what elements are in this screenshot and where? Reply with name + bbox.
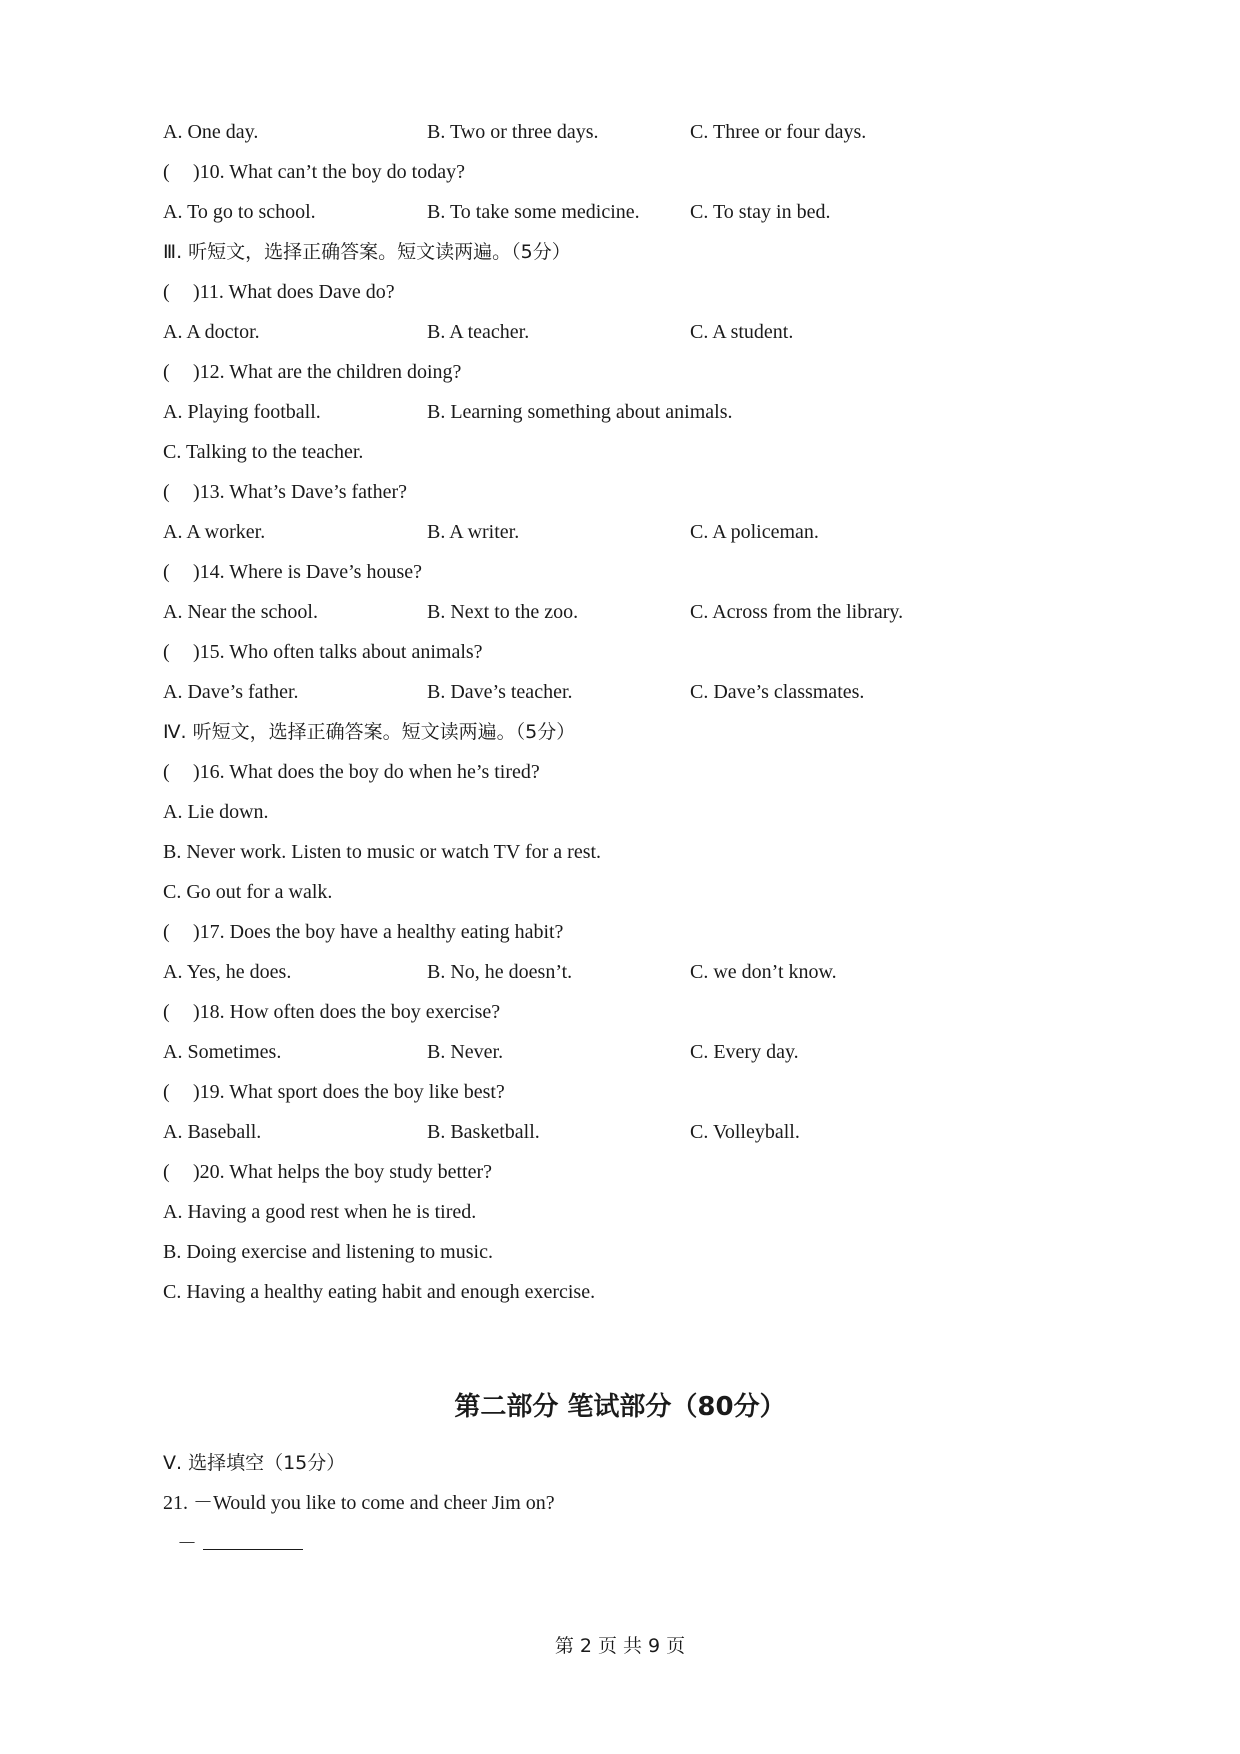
q14-question — [163, 552, 422, 592]
q16-option-a: A. Lie down. — [163, 801, 269, 823]
q9-option-c: C. Three or four days. — [690, 121, 867, 143]
answer-bracket: ( — [163, 481, 170, 503]
q11-option-a: A. A doctor. — [163, 321, 260, 343]
q17-text: )17. Does the boy have a healthy eating habit? — [193, 921, 564, 943]
q17-option-b: B. No, he doesn’t. — [427, 961, 573, 983]
q10-question — [163, 152, 465, 192]
q20-text: )20. What helps the boy study better? — [193, 1161, 493, 1183]
answer-blank[interactable] — [203, 1523, 303, 1550]
q20-option-b: B. Doing exercise and listening to music. — [163, 1241, 493, 1263]
q11-question — [163, 272, 395, 312]
q15-question — [163, 632, 483, 672]
q15-option-a: A. Dave’s father. — [163, 681, 299, 703]
q17-option-c: C. we don’t know. — [690, 961, 837, 983]
q12-option-b: B. Learning something about animals. — [427, 401, 733, 423]
q18-text: )18. How often does the boy exercise? — [193, 1001, 501, 1023]
q12-text: )12. What are the children doing? — [193, 361, 462, 383]
q16-option-b: B. Never work. Listen to music or watch TV for a rest. — [163, 841, 602, 863]
q13-option-c: C. A policeman. — [690, 521, 819, 543]
q14-option-a: A. Near the school. — [163, 601, 318, 623]
q12-question — [163, 352, 461, 392]
answer-bracket: ( — [163, 281, 170, 303]
q9-option-a: A. One day. — [163, 121, 259, 143]
q15-text: )15. Who often talks about animals? — [193, 641, 483, 663]
answer-bracket: ( — [163, 641, 170, 663]
q18-question — [163, 992, 500, 1032]
q9-option-b: B. Two or three days. — [427, 121, 599, 143]
q10-option-a: A. To go to school. — [163, 201, 316, 223]
answer-bracket: ( — [163, 761, 170, 783]
q18-option-c: C. Every day. — [690, 1041, 799, 1063]
q20-option-c: C. Having a healthy eating habit and enough exercise. — [163, 1281, 596, 1303]
q10-option-b: B. To take some medicine. — [427, 201, 640, 223]
q13-question — [163, 472, 407, 512]
answer-bracket: ( — [163, 1161, 170, 1183]
q21-answer-line — [177, 1523, 303, 1563]
q19-option-c: C. Volleyball. — [690, 1121, 800, 1143]
q19-text: )19. What sport does the boy like best? — [193, 1081, 505, 1103]
q19-option-b: B. Basketball. — [427, 1121, 540, 1143]
part-2-title: 第二部分 笔试部分（80分） — [454, 1392, 786, 1422]
q20-question — [163, 1152, 492, 1192]
q11-text: )11. What does Dave do? — [193, 281, 395, 303]
q19-option-a: A. Baseball. — [163, 1121, 262, 1143]
q15-option-b: B. Dave’s teacher. — [427, 681, 573, 703]
answer-bracket: ( — [163, 361, 170, 383]
q19-question — [163, 1072, 505, 1112]
q13-text: )13. What’s Dave’s father? — [193, 481, 407, 503]
q21-question: 21. －Would you like to come and cheer Jim on? — [163, 1492, 555, 1514]
q14-option-c: C. Across from the library. — [690, 601, 904, 623]
answer-bracket: ( — [163, 161, 170, 183]
q14-text: )14. Where is Dave’s house? — [193, 561, 423, 583]
answer-bracket: ( — [163, 1081, 170, 1103]
q17-question — [163, 912, 563, 952]
page-footer: 第 2 页 共 9 页 — [554, 1635, 686, 1657]
q12-option-c: C. Talking to the teacher. — [163, 441, 364, 463]
answer-bracket: ( — [163, 921, 170, 943]
q12-option-a: A. Playing football. — [163, 401, 321, 423]
q10-option-c: C. To stay in bed. — [690, 201, 831, 223]
section-3-heading: Ⅲ. 听短文，选择正确答案。短文读两遍。（5分） — [163, 241, 571, 263]
q15-option-c: C. Dave’s classmates. — [690, 681, 865, 703]
q11-option-b: B. A teacher. — [427, 321, 530, 343]
q13-option-a: A. A worker. — [163, 521, 266, 543]
q10-text: )10. What can’t the boy do today? — [193, 161, 465, 183]
q18-option-a: A. Sometimes. — [163, 1041, 282, 1063]
q14-option-b: B. Next to the zoo. — [427, 601, 579, 623]
section-4-heading: Ⅳ. 听短文，选择正确答案。短文读两遍。（5分） — [163, 721, 576, 743]
q18-option-b: B. Never. — [427, 1041, 504, 1063]
q17-option-a: A. Yes, he does. — [163, 961, 292, 983]
q13-option-b: B. A writer. — [427, 521, 520, 543]
q16-option-c: C. Go out for a walk. — [163, 881, 333, 903]
answer-bracket: ( — [163, 561, 170, 583]
q11-option-c: C. A student. — [690, 321, 794, 343]
q20-option-a: A. Having a good rest when he is tired. — [163, 1201, 477, 1223]
q16-text: )16. What does the boy do when he’s tired? — [193, 761, 540, 783]
q16-question — [163, 752, 540, 792]
answer-dash: － — [177, 1533, 197, 1555]
answer-bracket: ( — [163, 1001, 170, 1023]
section-5-heading: Ⅴ. 选择填空（15分） — [163, 1452, 346, 1474]
